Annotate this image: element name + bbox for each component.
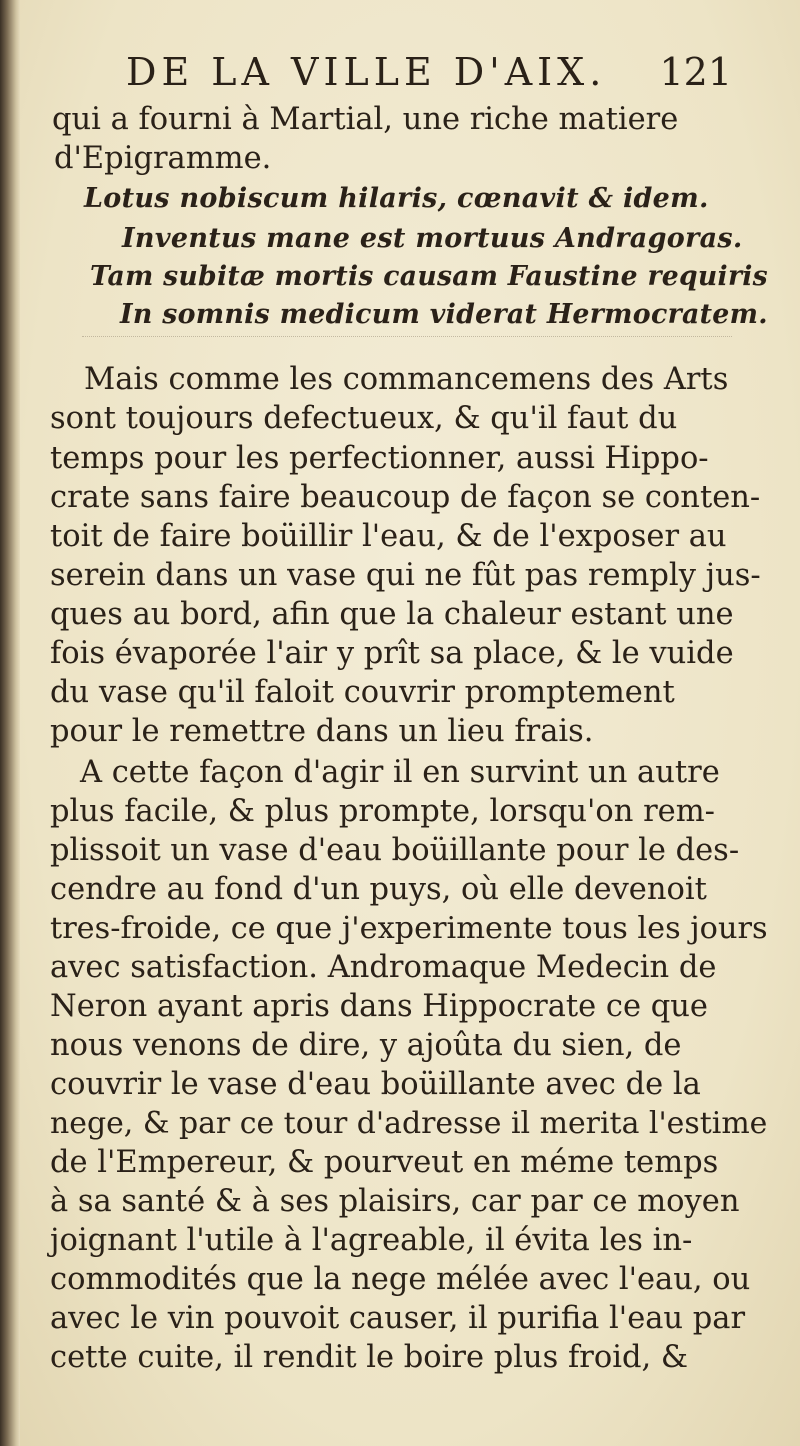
paragraph-line: temps pour les perfectionner, aussi Hippo- — [50, 441, 709, 476]
intro-line: d'Epigramme. — [54, 141, 272, 176]
paragraph-line: ques au bord, afin que la chaleur estant une — [50, 597, 734, 632]
paragraph-line: tres-froide, ce que j'experimente tous les jours — [50, 911, 768, 946]
page-number: 121 — [659, 50, 732, 94]
verse-line: Tam subitæ mortis causam Faustine requiris — [90, 261, 768, 292]
paragraph-line: couvrir le vase d'eau boüillante avec de la — [50, 1067, 701, 1102]
verse-line: Inventus mane est mortuus Andragoras. — [122, 223, 743, 254]
paragraph-line: crate sans faire beaucoup de façon se conten- — [50, 480, 761, 515]
paragraph-line: avec satisfaction. Andromaque Medecin de — [50, 950, 717, 985]
paragraph-line: nege, & par ce tour d'adresse il merita l'estime — [50, 1106, 768, 1141]
paragraph-line: A cette façon d'agir il en survint un autre — [80, 755, 720, 790]
verse-line: In somnis medicum viderat Hermocratem. — [120, 299, 768, 330]
page-header — [126, 44, 732, 100]
paragraph-line: pour le remettre dans un lieu frais. — [50, 714, 594, 749]
paragraph-line: toit de faire boüillir l'eau, & de l'exposer au — [50, 519, 727, 554]
paragraph-line: fois évaporée l'air y prît sa place, & le vuide — [50, 636, 734, 671]
paragraph-line: cendre au fond d'un puys, où elle devenoit — [50, 872, 707, 907]
book-page — [20, 0, 800, 1446]
paragraph-line: commodités que la nege mélée avec l'eau, ou — [50, 1262, 751, 1297]
paragraph-line: Mais comme les commancemens des Arts — [84, 362, 729, 397]
intro-line: qui a fourni à Martial, une riche matiere — [52, 102, 679, 137]
paragraph-line: plissoit un vase d'eau boüillante pour le des- — [50, 833, 740, 868]
book-spine-shadow — [0, 0, 20, 1446]
verse-line: Lotus nobiscum hilaris, cœnavit & idem. — [84, 183, 709, 214]
section-divider — [82, 336, 732, 351]
paragraph-line: plus facile, & plus prompte, lorsqu'on rem- — [50, 794, 715, 829]
paragraph-line: serein dans un vase qui ne fût pas remply jus- — [50, 558, 761, 593]
paragraph-line: à sa santé & à ses plaisirs, car par ce moyen — [50, 1184, 740, 1219]
paragraph-line: de l'Empereur, & pourveut en méme temps — [50, 1145, 719, 1180]
paragraph-line: Neron ayant apris dans Hippocrate ce que — [50, 989, 708, 1024]
running-title: DE LA VILLE D'AIX. — [126, 50, 607, 94]
paragraph-line: sont toujours defectueux, & qu'il faut du — [50, 401, 678, 436]
paragraph-line: joignant l'utile à l'agreable, il évita les in- — [50, 1223, 693, 1258]
paragraph-line: cette cuite, il rendit le boire plus froid, & — [50, 1340, 689, 1375]
paragraph-line: du vase qu'il faloit couvrir promptement — [50, 675, 675, 710]
paragraph-line: nous venons de dire, y ajoûta du sien, de — [50, 1028, 682, 1063]
paragraph-line: avec le vin pouvoit causer, il purifia l'eau par — [50, 1301, 746, 1336]
